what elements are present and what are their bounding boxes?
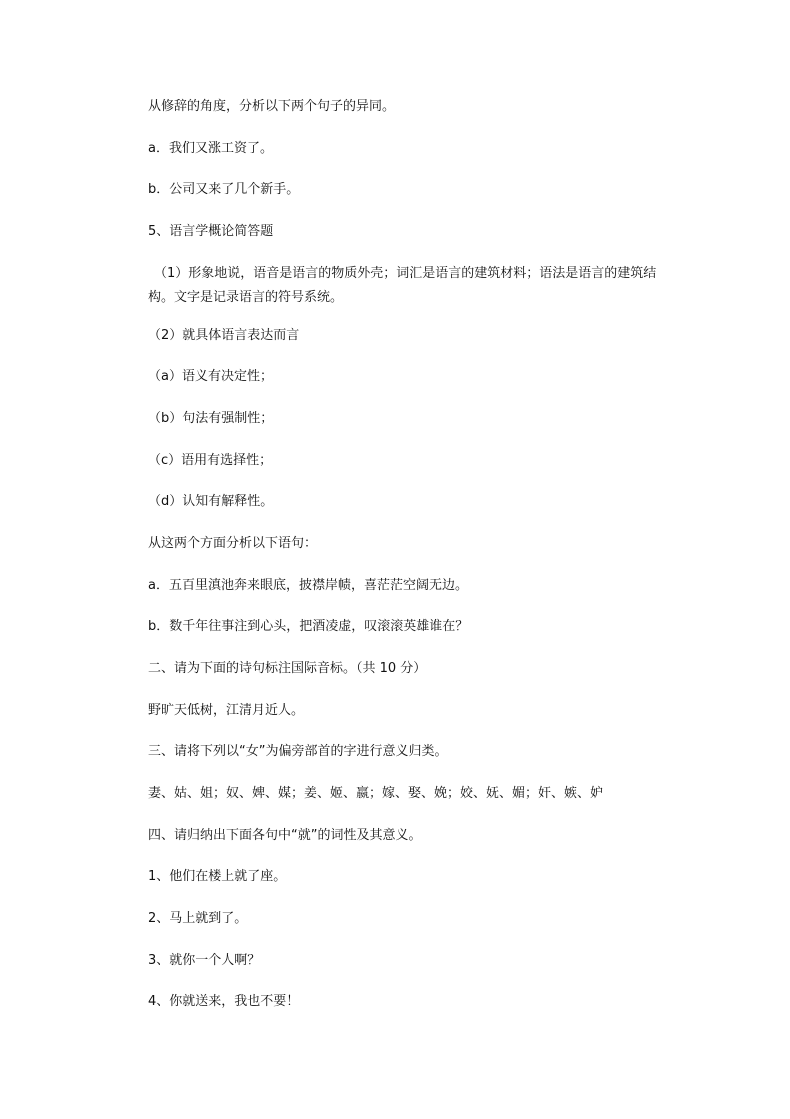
question-two: 二、请为下面的诗句标注国际音标。（共 10 分） — [148, 661, 427, 676]
example-1: 1、他们在楼上就了座。 — [148, 869, 287, 884]
answer-item-b: （b）句法有强制性； — [148, 411, 274, 426]
section-heading: 5、语言学概论简答题 — [148, 224, 274, 239]
example-3: 3、就你一个人啊？ — [148, 953, 261, 968]
poem-line: 野旷天低树，江清月近人。 — [148, 703, 305, 718]
answer-item-d: （d）认知有解释性。 — [148, 494, 274, 509]
question-intro: 从修辞的角度，分析以下两个句子的异同。 — [148, 99, 396, 114]
example-4: 4、你就送来，我也不要！ — [148, 994, 300, 1009]
question-three: 三、请将下列以“女”为偏旁部首的字进行意义归类。 — [148, 744, 448, 759]
question-four: 四、请归纳出下面各句中“就”的词性及其意义。 — [148, 828, 422, 843]
sentence-b: b．公司又来了几个新手。 — [148, 182, 300, 197]
couplet-a: a．五百里滇池奔来眼底，披襟岸帻，喜茫茫空阔无边。 — [148, 578, 468, 593]
answer-paragraph-1: （1）形象地说，语音是语言的物质外壳；词汇是语言的建筑材料；语法是语言的建筑结构。文字是记录语言的符号系统。 — [148, 266, 657, 305]
couplet-b: b．数千年往事注到心头，把酒凌虚，叹滚滚英雄谁在？ — [148, 619, 469, 634]
sentence-a: a．我们又涨工资了。 — [148, 141, 273, 156]
answer-item-c: （c）语用有选择性； — [148, 453, 273, 468]
analysis-instruction: 从这两个方面分析以下语句： — [148, 536, 318, 551]
example-2: 2、马上就到了。 — [148, 911, 248, 926]
character-list: 妻、姑、姐；奴、婢、媒；姜、姬、嬴；嫁、娶、娩；姣、妩、媚；奸、嫉、妒 — [148, 786, 604, 801]
answer-item-a: （a）语义有决定性； — [148, 369, 273, 384]
answer-item-2: （2）就具体语言表达而言 — [148, 328, 300, 343]
